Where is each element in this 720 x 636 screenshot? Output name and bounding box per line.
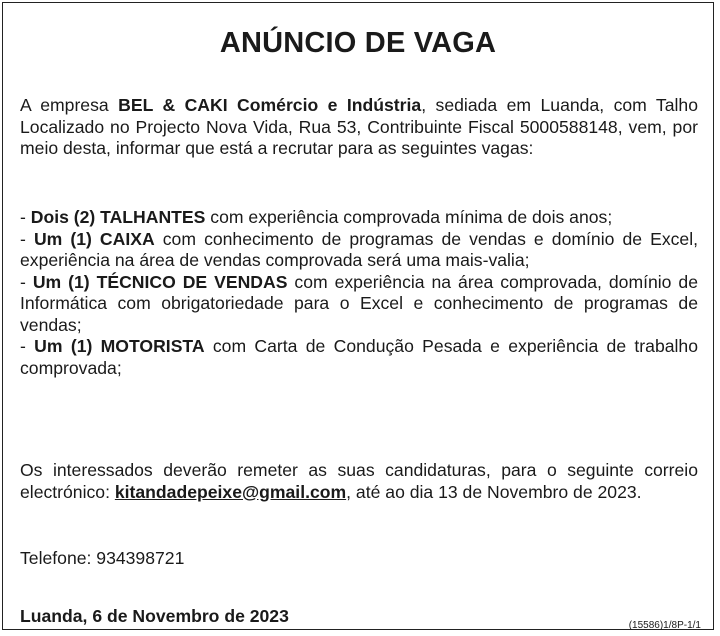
company-name: BEL & CAKI Comércio e Indústria [118, 95, 422, 115]
list-dash: - [20, 228, 34, 249]
closing-suffix: , até ao dia 13 de Novembro de 2023. [346, 481, 642, 502]
vacancy-item [20, 207, 698, 229]
reference-code: (15586)1/8P-1/1 [628, 620, 701, 631]
job-ad-box [2, 2, 714, 630]
vacancy-desc: com conhecimento de programas de vendas e domínio de Excel, experiência na área de vendas comprovada será uma mais-valia; [20, 228, 699, 270]
email-link[interactable]: kitandadepeixe@gmail.com [114, 481, 347, 502]
intro-prefix: A empresa [20, 95, 119, 115]
intro-paragraph [20, 95, 698, 160]
vacancy-list [20, 207, 698, 379]
vacancy-desc: com Carta de Condução Pesada e experiência de trabalho comprovada; [20, 336, 698, 378]
ad-title: ANÚNCIO DE VAGA [219, 27, 497, 59]
list-dash: - [20, 207, 31, 227]
list-dash: - [20, 271, 33, 292]
vacancy-role: Dois (2) TALHANTES [30, 207, 206, 227]
vacancy-item [20, 336, 698, 379]
signoff-date: Luanda, 6 de Novembro de 2023 [20, 606, 289, 626]
vacancy-desc: com experiência comprovada mínima de dois anos; [205, 207, 613, 227]
vacancy-role: Um (1) CAIXA [33, 228, 155, 249]
closing-paragraph [20, 460, 698, 503]
list-dash: - [20, 336, 35, 356]
closing-prefix: Os interessados deverão remeter as suas candidaturas, para o seguinte correio electrónico: [20, 460, 698, 502]
phone-line: Telefone: 934398721 [20, 548, 185, 568]
vacancy-desc: com experiência na área comprovada, domínio de Informática com obrigatoriedade para o Excel e conhecimento de programas de vendas; [20, 271, 698, 335]
vacancy-role: Um (1) TÉCNICO DE VENDAS [32, 271, 288, 292]
intro-suffix: , sediada em Luanda, com Talho Localizado no Projecto Nova Vida, Rua 53, Contribuinte Fiscal 5000588148, vem, por meio desta, informar que está a recrutar para as seguintes vagas: [20, 95, 698, 158]
vacancy-item [20, 229, 698, 272]
vacancy-item [20, 272, 698, 337]
vacancy-role: Um (1) MOTORISTA [34, 336, 205, 356]
